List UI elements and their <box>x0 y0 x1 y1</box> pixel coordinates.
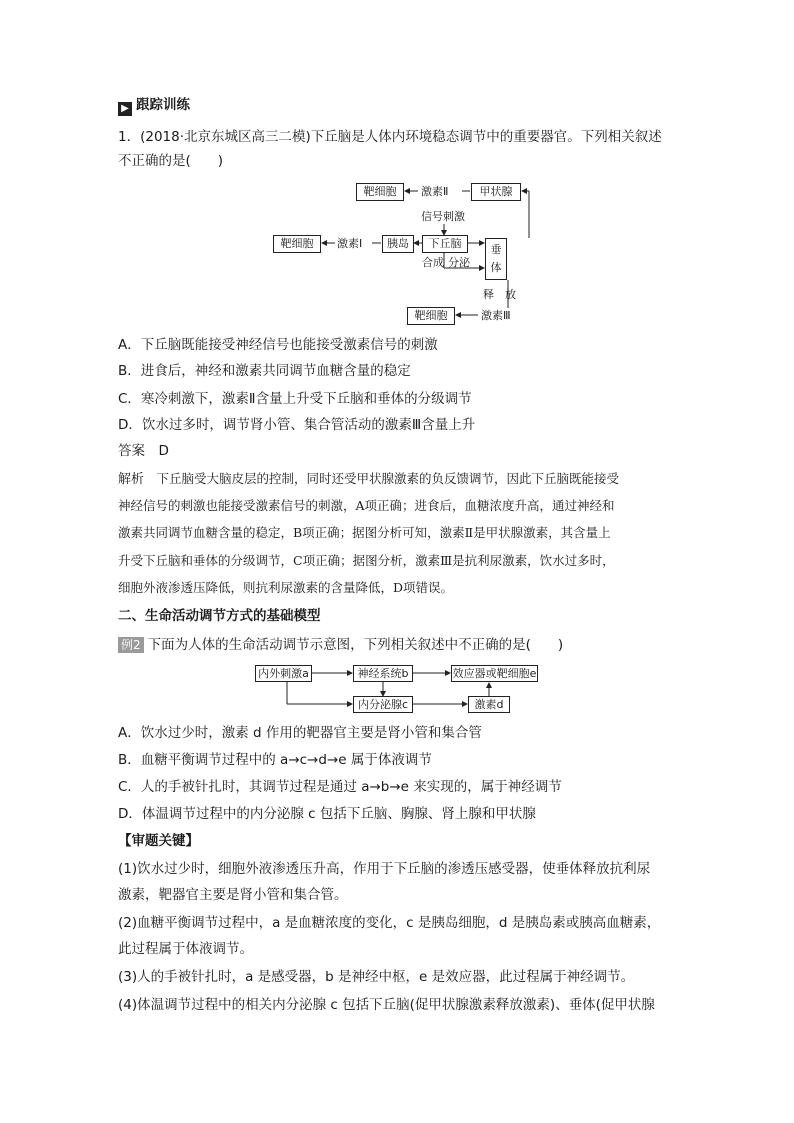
key-points-title: 【审题关键】 <box>118 833 199 849</box>
q1-analysis-line2: 神经信号的刺激也能接受激素信号的刺激，A项正确；进食后，血糖浓度升高，通过神经和 <box>118 498 615 513</box>
answer-value: D <box>158 443 169 459</box>
thyroid-box: 甲状腺 <box>471 183 521 201</box>
target-cell-box: 靶细胞 <box>273 235 321 253</box>
target-cell-box: 靶细胞 <box>407 307 455 325</box>
hormone-1-label: 激素Ⅰ <box>337 237 363 250</box>
q1-option-b: B．进食后，神经和激素共同调节血糖含量的稳定 <box>118 363 411 379</box>
q1-stem-line2: 不正确的是( ) <box>118 153 224 169</box>
section-title: 跟踪训练 <box>136 97 190 113</box>
effector-box: 效应器或靶细胞e <box>452 667 537 680</box>
q1-option-d: D．饮水过多时，调节肾小管、集合管活动的激素Ⅲ含量上升 <box>118 417 476 433</box>
endocrine-gland-box: 内分泌腺c <box>353 696 413 713</box>
q1-analysis-line1: 解析 下丘脑受大脑皮层的控制，同时还受甲状腺激素的负反馈调节，因此下丘脑既能接受 <box>118 471 620 487</box>
example2-option-b: B．血糖平衡调节过程中的 a→c→d→e 属于体液调节 <box>118 752 432 768</box>
stimulus-box: 内外刺激a <box>255 665 312 682</box>
play-icon: ▶ <box>118 102 132 116</box>
key-line-3: (2)血糖平衡调节过程中，a 是血糖浓度的变化，c 是胰岛细胞，d 是胰岛素或胰高血糖素， <box>118 915 661 931</box>
target-cell-box: 靶细胞 <box>356 183 404 201</box>
pancreatic-islet-box: 胰岛 <box>382 235 414 253</box>
hormone-d-box: 激素d <box>468 696 510 713</box>
q1-analysis-line4: 升受下丘脑和垂体的分级调节，C项正确；据图分析，激素Ⅲ是抗利尿激素，饮水过多时， <box>118 553 615 568</box>
key-line-2: 激素，靶器官主要是肾小管和集合管。 <box>118 887 348 903</box>
example2-option-d: D．体温调节过程中的内分泌腺 c 包括下丘脑、胸腺、肾上腺和甲状腺 <box>118 806 536 822</box>
hormone-2-label: 激素Ⅱ <box>421 185 449 198</box>
answer-label: 答案 <box>118 443 145 459</box>
q1-analysis-line3: 激素共同调节血糖含量的稳定，B项正确；据图分析可知，激素Ⅱ是甲状腺激素，其含量上 <box>118 525 611 540</box>
key-line-5: (3)人的手被针扎时，a 是感受器，b 是神经中枢，e 是效应器，此过程属于神经调节。 <box>118 969 635 985</box>
example-badge: 例2 <box>118 637 144 653</box>
key-line-1: (1)饮水过少时，细胞外液渗透压升高，作用于下丘脑的渗透压感受器，使垂体释放抗利尿 <box>118 861 651 877</box>
example2-stem: 例2 下面为人体的生命活动调节示意图，下列相关叙述中不正确的是( ) <box>118 636 563 654</box>
q1-option-a: A．下丘脑既能接受神经信号也能接受激素信号的刺激 <box>118 337 438 353</box>
key-line-6: (4)体温调节过程中的相关内分泌腺 c 包括下丘脑(促甲状腺激素释放激素)、垂体(促甲状腺 <box>118 997 655 1013</box>
hypothalamus-box: 下丘脑 <box>422 235 468 253</box>
pituitary-box: 垂 体 <box>485 238 507 280</box>
nervous-system-box: 神经系统b <box>353 665 413 682</box>
q1-analysis-line5: 细胞外液渗透压降低，则抗利尿激素的含量降低，D项错误。 <box>118 580 454 595</box>
hormone-3-label: 激素Ⅲ <box>481 309 511 322</box>
example2-option-c: C．人的手被针扎时，其调节过程是通过 a→b→e 来实现的，属于神经调节 <box>118 779 562 795</box>
example2-option-a: A．饮水过少时，激素 d 作用的靶器官主要是肾小管和集合管 <box>118 725 482 741</box>
key-line-4: 此过程属于体液调节。 <box>118 941 253 957</box>
analysis-label: 解析 <box>118 472 145 487</box>
secretion-label: 分泌 <box>448 256 470 269</box>
section2-title: 二、生命活动调节方式的基础模型 <box>118 608 321 624</box>
synthesis-label: 合成 <box>422 256 444 269</box>
release-label: 释 放 <box>483 288 516 301</box>
signal-stimulus-label: 信号刺激 <box>421 210 465 223</box>
q1-option-c: C．寒冷刺激下，激素Ⅱ含量上升受下丘脑和垂体的分级调节 <box>118 391 472 407</box>
q1-stem-line1: 1．(2018·北京东城区高三二模)下丘脑是人体内环境稳态调节中的重要器官。下列相关叙述 <box>118 129 662 145</box>
